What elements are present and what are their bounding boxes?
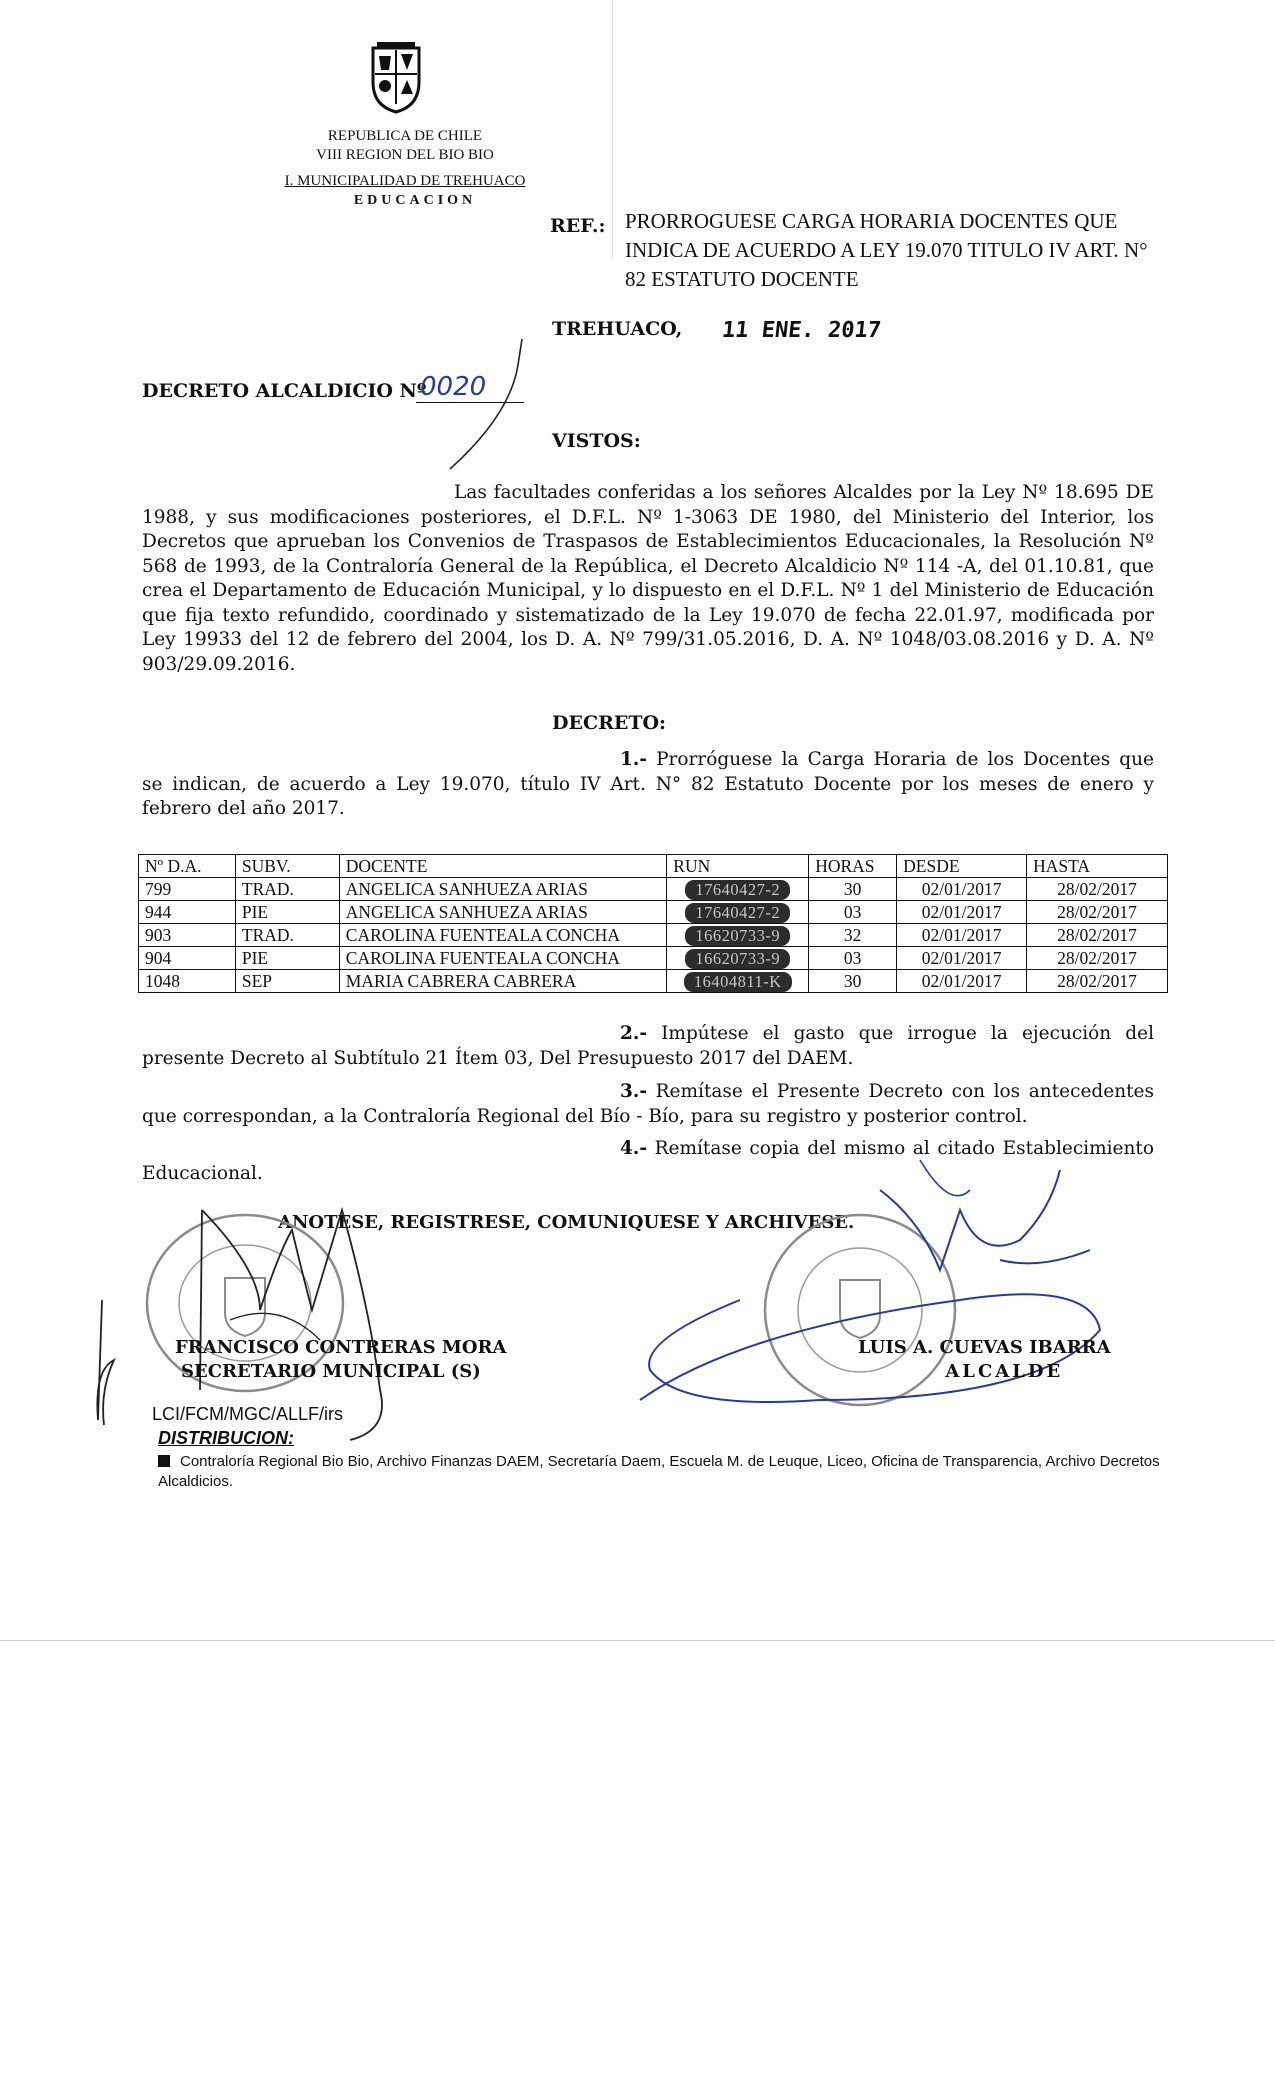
cell-da: 1048 <box>139 970 236 993</box>
secretary-name: FRANCISCO CONTRERAS MORA <box>175 1337 507 1358</box>
mayor-name: LUIS A. CUEVAS IBARRA <box>858 1337 1111 1358</box>
secretary-role: SECRETARIO MUNICIPAL (S) <box>181 1361 481 1382</box>
cell-subv: PIE <box>235 901 339 924</box>
redacted-run: 17640427-2 <box>685 903 790 923</box>
decreto-item-text: Remítase el Presente Decreto con los antecedentes que correspondan, a la Contraloría Regional del Bío - Bío, para su registro y posterior control. <box>142 1081 1154 1127</box>
drafting-initials: LCI/FCM/MGC/ALLF/irs <box>152 1404 344 1424</box>
cell-docente: MARIA CABRERA CABRERA <box>339 970 667 993</box>
cell-docente: ANGELICA SANHUEZA ARIAS <box>339 901 667 924</box>
signature-mayor <box>620 1150 1140 1450</box>
table-row <box>139 901 1168 924</box>
decreto-item-number: 2.- <box>620 1023 647 1044</box>
cell-horas: 30 <box>809 970 897 993</box>
cell-subv: PIE <box>235 947 339 970</box>
distribution-text: Contraloría Regional Bio Bio, Archivo Finanzas DAEM, Secretaría Daem, Escuela M. de Leuque, Liceo, Oficina de Transparencia, Archivo Decretos Alcaldicios. <box>158 1453 1160 1490</box>
handwritten-slash-icon <box>440 335 530 475</box>
decreto-item-1 <box>142 748 1154 822</box>
header-country: REPUBLICA DE CHILE <box>327 128 483 144</box>
cell-desde: 02/01/2017 <box>897 878 1027 901</box>
cell-da: 903 <box>139 924 236 947</box>
decreto-item-2 <box>142 1022 1154 1071</box>
cell-horas: 30 <box>809 878 897 901</box>
vistos-paragraph: Las facultades conferidas a los señores Alcaldes por la Ley Nº 18.695 DE 1988, y sus modificaciones posteriores, el D.F.L. Nº 1-3063 DE 1980, del Ministerio del Interior, los Decretos que aprueban los Convenios de Traspasos de Establecimientos Educacionales, la Resolución Nº 568 de 1993, de la Contraloría General de la República, el Decreto Alcaldicio Nº 114 -A, del 01.10.81, que crea el Departamento de Educación Municipal, y lo dispuesto en el D.F.L. Nº 1 del Ministerio de Educación que fija texto refundido, coordinado y sistematizado de la Ley 19.070 de fecha 22.01.97, modificada por Ley 19933 del 12 de febrero del 2004, los D. A. Nº 799/31.05.2016, D. A. Nº 1048/03.08.2016 y D. A. Nº 903/29.09.2016. <box>142 482 1154 675</box>
redacted-run: 16404811-K <box>684 972 792 992</box>
table-header-cell: HORAS <box>809 855 897 878</box>
place-label: TREHUACO, <box>552 318 683 340</box>
cell-subv: SEP <box>235 970 339 993</box>
distribution-title: DISTRIBUCION: <box>158 1428 294 1448</box>
decreto-item-text: Prorróguese la Carga Horaria de los Docentes que se indican, de acuerdo a Ley 19.070, título IV Art. N° 82 Estatuto Docente por los meses de enero y febrero del año 2017. <box>142 749 1154 819</box>
table-header-row <box>139 855 1168 878</box>
decreto-item-number: 1.- <box>620 749 647 770</box>
cell-desde: 02/01/2017 <box>897 947 1027 970</box>
municipal-crest-icon <box>367 42 425 114</box>
header-region: VIII REGION DEL BIO BIO <box>316 147 494 163</box>
decree-label: DECRETO ALCALDICIO Nº <box>142 380 427 402</box>
cell-run <box>667 970 809 993</box>
cell-subv: TRAD. <box>235 924 339 947</box>
cell-horas: 03 <box>809 947 897 970</box>
table-row <box>139 970 1168 993</box>
cell-run <box>667 924 809 947</box>
decreto-item-number: 3.- <box>620 1081 647 1102</box>
cell-docente: CAROLINA FUENTEALA CONCHA <box>339 947 667 970</box>
cell-horas: 32 <box>809 924 897 947</box>
redacted-run: 17640427-2 <box>685 880 790 900</box>
cell-run <box>667 947 809 970</box>
ref-text: PRORROGUESE CARGA HORARIA DOCENTES QUE INDICA DE ACUERDO A LEY 19.070 TITULO IV ART. N° 82 ESTATUTO DOCENTE <box>625 209 1148 291</box>
table-header-cell: RUN <box>667 855 809 878</box>
table-row <box>139 924 1168 947</box>
table-header-cell: DOCENTE <box>339 855 667 878</box>
redacted-run: 16620733-9 <box>685 926 790 946</box>
scan-bottom-edge <box>0 1640 1275 1641</box>
table-header-cell: HASTA <box>1027 855 1168 878</box>
decreto-item-3 <box>142 1080 1154 1129</box>
ref-label: REF.: <box>550 215 606 237</box>
table-row <box>139 878 1168 901</box>
date-stamp: 11 ENE. 2017 <box>720 318 883 343</box>
table-header-cell: Nº D.A. <box>139 855 236 878</box>
cell-da: 799 <box>139 878 236 901</box>
cell-hasta: 28/02/2017 <box>1027 947 1168 970</box>
cell-run <box>667 901 809 924</box>
cell-desde: 02/01/2017 <box>897 924 1027 947</box>
cell-run <box>667 878 809 901</box>
table-header-cell: SUBV. <box>235 855 339 878</box>
signature-block-left <box>175 1336 506 1384</box>
cell-horas: 03 <box>809 901 897 924</box>
cell-hasta: 28/02/2017 <box>1027 970 1168 993</box>
header-municipality: I. MUNICIPALIDAD DE TREHUACO <box>284 173 526 189</box>
closing-formula: ANOTESE, REGISTRESE, COMUNIQUESE Y ARCHIVESE. <box>278 1212 855 1233</box>
cell-hasta: 28/02/2017 <box>1027 878 1168 901</box>
cell-docente: CAROLINA FUENTEALA CONCHA <box>339 924 667 947</box>
cell-hasta: 28/02/2017 <box>1027 901 1168 924</box>
redacted-run: 16620733-9 <box>685 949 790 969</box>
decree-number-handwritten: 0020 <box>420 372 487 402</box>
vistos-title: VISTOS: <box>552 430 641 452</box>
cell-da: 944 <box>139 901 236 924</box>
cell-desde: 02/01/2017 <box>897 901 1027 924</box>
cell-subv: TRAD. <box>235 878 339 901</box>
cell-da: 904 <box>139 947 236 970</box>
cell-hasta: 28/02/2017 <box>1027 924 1168 947</box>
decreto-item-text: Remítase copia del mismo al citado Establecimiento Educacional. <box>142 1138 1154 1184</box>
decreto-title: DECRETO: <box>552 712 667 734</box>
docentes-table <box>138 854 1168 993</box>
mayor-role: ALCALDE <box>945 1361 1064 1382</box>
scan-fold-line <box>612 0 613 260</box>
signature-block-right <box>858 1336 1111 1384</box>
cell-desde: 02/01/2017 <box>897 970 1027 993</box>
cell-docente: ANGELICA SANHUEZA ARIAS <box>339 878 667 901</box>
header-department: EDUCACION <box>353 193 477 208</box>
table-row <box>139 947 1168 970</box>
table-header-cell: DESDE <box>897 855 1027 878</box>
decreto-item-text: Impútese el gasto que irrogue la ejecución del presente Decreto al Subtítulo 21 Ítem 03, Del Presupuesto 2017 del DAEM. <box>142 1023 1154 1069</box>
decreto-item-number: 4.- <box>620 1138 647 1159</box>
